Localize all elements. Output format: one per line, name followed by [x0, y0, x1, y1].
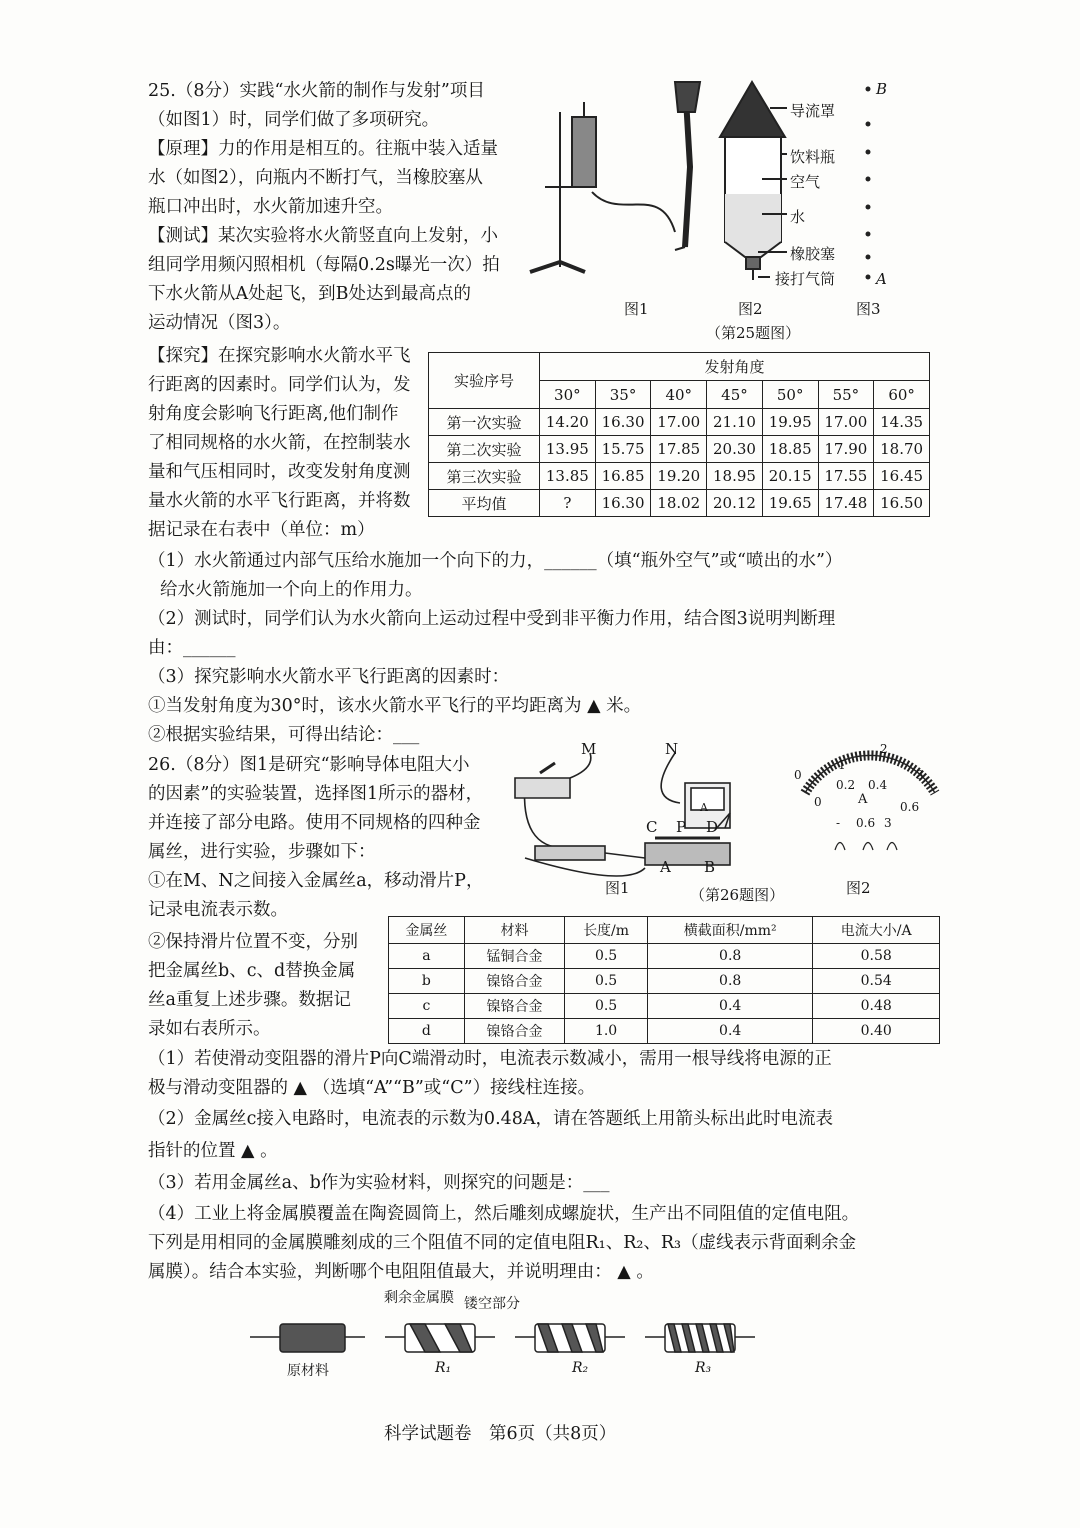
- fig2-label-cone: 导流罩: [790, 102, 836, 120]
- scale-top-02: 0.2: [836, 778, 856, 792]
- cell: 0.4: [647, 1019, 812, 1044]
- q26-fig1-caption: 图1: [605, 879, 630, 897]
- cell: 0.5: [565, 994, 648, 1019]
- cell: 13.85: [540, 463, 596, 490]
- fig2-caption: 图2: [738, 300, 763, 318]
- q25-q1-line1: （1）水火箭通过内部气压给水施加一个向下的力，______（填“瓶外空气”或“喷出的水”）: [148, 551, 843, 571]
- q25-q3-b: ②根据实验结果，可得出结论：___: [148, 725, 420, 745]
- q25-test-line2: 组同学用频闪照相机（每隔0.2s曝光一次）拍: [148, 255, 500, 275]
- row-name: 第一次实验: [429, 409, 540, 436]
- q26-circuit-figure: [505, 738, 945, 898]
- cell: 0.4: [647, 994, 812, 1019]
- q26-q4-line1: （4）工业上将金属膜覆盖在陶瓷圆筒上，然后雕刻成螺旋状，生产出不同阻值的定值电阻。: [148, 1204, 860, 1224]
- cell: 20.12: [707, 490, 763, 517]
- table-header-trial: 实验序号: [429, 353, 540, 409]
- label-B-terminal: B: [704, 858, 716, 876]
- q25-q3-a: ①当发射角度为30°时，该水火箭水平飞行的平均距离为 ▲ 米。: [148, 696, 642, 716]
- cell: 17.90: [818, 436, 874, 463]
- cell: 16.30: [595, 409, 651, 436]
- cell: 18.02: [651, 490, 707, 517]
- label-r1: R₁: [435, 1360, 452, 1376]
- label-raw-material: 原材料: [287, 1363, 329, 1379]
- q25-intro-line1: 25.（8分）实践“水火箭的制作与发射”项目: [148, 81, 485, 101]
- cell: 镍铬合金: [464, 994, 564, 1019]
- q26-data-table: [388, 916, 940, 1044]
- q25-explore-line5: 量和气压相同时，改变发射角度测: [148, 462, 411, 482]
- cell: 19.95: [762, 409, 818, 436]
- scale-top-1: 1: [838, 758, 846, 772]
- angle-cell: 45°: [707, 381, 763, 409]
- cell: 0.40: [813, 1019, 940, 1044]
- cell: 0.5: [565, 944, 648, 969]
- fig2-label-air: 空气: [790, 173, 821, 191]
- cell: 锰铜合金: [464, 944, 564, 969]
- label-r3: R₃: [695, 1360, 712, 1376]
- q25-explore-line7: 据记录在右表中（单位：m）: [148, 520, 375, 540]
- cell: 0.5: [565, 969, 648, 994]
- q26-step2-line1: ②保持滑片位置不变，分别: [148, 932, 358, 952]
- label-remaining-film: 剩余金属膜: [384, 1290, 454, 1306]
- cell: 18.70: [874, 436, 930, 463]
- angle-cell: 60°: [874, 381, 930, 409]
- label-r2: R₂: [572, 1360, 589, 1376]
- q25-explore-line2: 行距离的因素时。同学们认为，发: [148, 375, 411, 395]
- cell: 镍铬合金: [464, 969, 564, 994]
- fig3-caption: 图3: [856, 300, 881, 318]
- cell: 镍铬合金: [464, 1019, 564, 1044]
- q25-principle-line1: 【原理】力的作用是相互的。往瓶中装入适量: [148, 139, 498, 159]
- table-row: [389, 969, 940, 994]
- q25-figure-caption: （第25题图）: [706, 324, 801, 342]
- q26-q3: （3）若用金属丝a、b作为实验材料，则探究的问题是：___: [148, 1173, 610, 1193]
- angle-cell: 50°: [762, 381, 818, 409]
- q25-explore-line4: 了相同规格的水火箭，在控制装水: [148, 433, 411, 453]
- fig1-launcher: [530, 82, 700, 272]
- table-row: [429, 490, 930, 517]
- resistor-raw: [280, 1324, 345, 1352]
- cell: 0.8: [647, 944, 812, 969]
- fig3-strobe-dots: [866, 87, 871, 280]
- cell: 0.58: [813, 944, 940, 969]
- row-name: 第三次实验: [429, 463, 540, 490]
- scale-bottom-0: 0: [814, 795, 822, 809]
- table-header-angle: 发射角度: [540, 353, 930, 381]
- q25-q2-line1: （2）测试时，同学们认为水火箭向上运动过程中受到非平衡力作用，结合图3说明判断理: [148, 609, 836, 629]
- q25-explore-line3: 射角度会影响飞行距离,他们制作: [148, 404, 399, 424]
- cell: c: [389, 994, 465, 1019]
- label-ammeter: A: [700, 801, 708, 814]
- cell: 20.15: [762, 463, 818, 490]
- meter-unit-A: A: [858, 792, 868, 807]
- q25-q3-line1: （3）探究影响水火箭水平飞行距离的因素时：: [148, 667, 510, 687]
- cell: 16.85: [595, 463, 651, 490]
- cell: 19.65: [762, 490, 818, 517]
- q26-figure-caption: （第26题图）: [690, 886, 785, 904]
- q25-principle-line2: 水（如图2），向瓶内不断打气，当橡胶塞从: [148, 168, 483, 188]
- cell: 17.85: [651, 436, 707, 463]
- terminal-06: 0.6: [856, 816, 876, 830]
- label-A-terminal: A: [660, 858, 671, 876]
- angle-cell: 55°: [818, 381, 874, 409]
- cell: 0.48: [813, 994, 940, 1019]
- q25-data-table: [428, 352, 930, 517]
- fig1-caption: 图1: [624, 300, 649, 318]
- table-row: [389, 944, 940, 969]
- label-N: N: [665, 740, 679, 758]
- cell: 0.8: [647, 969, 812, 994]
- circuit-wires: [515, 753, 730, 876]
- cell: ?: [540, 490, 596, 517]
- angle-cell: 35°: [595, 381, 651, 409]
- scale-top-04: 0.4: [868, 778, 888, 792]
- cell: 15.75: [595, 436, 651, 463]
- label-P: P: [676, 818, 687, 836]
- q26-q2-line1: （2）金属丝c接入电路时，电流表的示数为0.48A，请在答题纸上用箭头标出此时电流表: [148, 1109, 834, 1129]
- row-name: 平均值: [429, 490, 540, 517]
- cell: 19.20: [651, 463, 707, 490]
- q25-test-line4: 运动情况（图3）。: [148, 313, 291, 333]
- terminal-minus: -: [836, 816, 841, 830]
- q26-step1-line1: ①在M、N之间接入金属丝a，移动滑片P，: [148, 871, 484, 891]
- cell: 1.0: [565, 1019, 648, 1044]
- cell: 14.20: [540, 409, 596, 436]
- label-M: M: [581, 740, 597, 758]
- cell: 17.48: [818, 490, 874, 517]
- scale-top-06: 0.6: [900, 800, 920, 814]
- fig3-label-B: B: [876, 80, 888, 98]
- label-hollow-part: 镂空部分: [464, 1296, 520, 1312]
- fig2-label-pump: 接打气筒: [775, 270, 836, 288]
- table-row: [429, 436, 930, 463]
- q25-q1-line2: 给水火箭施加一个向上的作用力。: [160, 580, 423, 600]
- header-cell: 金属丝: [389, 917, 465, 944]
- table-row: [389, 1019, 940, 1044]
- fig2-label-bottle: 饮料瓶: [790, 148, 836, 166]
- header-cell: 横截面积/mm²: [647, 917, 812, 944]
- q26-intro-line2: 的因素”的实验装置，选择图1所示的器材，: [148, 784, 484, 804]
- q25-explore-line1: 【探究】在探究影响水火箭水平飞: [148, 346, 411, 366]
- cell: 21.10: [707, 409, 763, 436]
- q26-q1-line2: 极与滑动变阻器的 ▲ （选填“A”“B”或“C”）接线柱连接。: [148, 1078, 596, 1098]
- row-name: 第二次实验: [429, 436, 540, 463]
- q26-q4-line2: 下列是用相同的金属膜雕刻成的三个阻值不同的定值电阻R₁、R₂、R₃（虚线表示背面剩余金: [148, 1233, 857, 1253]
- scale-top-3: 3: [916, 768, 924, 782]
- cell: 18.85: [762, 436, 818, 463]
- cell: 18.95: [707, 463, 763, 490]
- table-header-row: [389, 917, 940, 944]
- cell: 13.95: [540, 436, 596, 463]
- fig2-label-stopper: 橡胶塞: [790, 245, 836, 263]
- header-cell: 长度/m: [565, 917, 648, 944]
- cell: 17.00: [818, 409, 874, 436]
- q26-q4-line3: 属膜）。结合本实验，判断哪个电阻阻值最大，并说明理由： ▲ 。: [148, 1262, 654, 1282]
- cell: b: [389, 969, 465, 994]
- scale-top-0: 0: [794, 768, 802, 782]
- cell: 16.30: [595, 490, 651, 517]
- q26-intro-line3: 并连接了部分电路。使用不同规格的四种金: [148, 813, 481, 833]
- cell: 16.45: [874, 463, 930, 490]
- q26-intro-line1: 26.（8分）图1是研究“影响导体电阻大小: [148, 755, 470, 775]
- q25-intro-line2: （如图1）时，同学们做了多项研究。: [148, 110, 440, 130]
- q26-step1-line2: 记录电流表示数。: [148, 900, 288, 920]
- q26-q2-line2: 指针的位置 ▲ 。: [148, 1141, 278, 1161]
- q26-step2-line3: 丝a重复上述步骤。数据记: [148, 990, 351, 1010]
- header-cell: 电流大小/A: [813, 917, 940, 944]
- angle-cell: 30°: [540, 381, 596, 409]
- cell: d: [389, 1019, 465, 1044]
- q25-test-line1: 【测试】某次实验将水火箭竖直向上发射，小: [148, 226, 498, 246]
- cell: 0.54: [813, 969, 940, 994]
- q25-q2-line2: 由：______: [148, 638, 236, 658]
- cell: 20.30: [707, 436, 763, 463]
- q26-step2-line4: 录如右表所示。: [148, 1019, 271, 1039]
- table-row: [429, 463, 930, 490]
- fig2-label-water: 水: [790, 208, 806, 226]
- q26-fig2-caption: 图2: [846, 879, 871, 897]
- cell: 17.55: [818, 463, 874, 490]
- cell: 17.00: [651, 409, 707, 436]
- cell: 16.50: [874, 490, 930, 517]
- q25-explore-line6: 量水火箭的水平飞行距离，并将数: [148, 491, 411, 511]
- angle-cell: 40°: [651, 381, 707, 409]
- cell: a: [389, 944, 465, 969]
- q26-step2-line2: 把金属丝b、c、d替换金属: [148, 961, 356, 981]
- fig3-label-A: A: [876, 270, 887, 288]
- q25-principle-line3: 瓶口冲出时，水火箭加速升空。: [148, 197, 393, 217]
- terminal-3: 3: [884, 816, 892, 830]
- table-row: [389, 994, 940, 1019]
- q26-q1-line1: （1）若使滑动变阻器的滑片P向C端滑动时，电流表示数减小，需用一根导线将电源的正: [148, 1049, 832, 1069]
- q25-test-line3: 下水火箭从A处起飞，到B处达到最高点的: [148, 284, 471, 304]
- cell: 14.35: [874, 409, 930, 436]
- label-D: D: [706, 818, 719, 836]
- header-cell: 材料: [464, 917, 564, 944]
- page-footer: 科学试题卷 第6页（共8页）: [384, 1424, 617, 1444]
- scale-top-2: 2: [880, 742, 888, 756]
- table-row: [429, 409, 930, 436]
- q26-intro-line4: 属丝，进行实验，步骤如下：: [148, 842, 376, 862]
- label-C: C: [646, 818, 658, 836]
- fig2-bottle: [720, 82, 787, 280]
